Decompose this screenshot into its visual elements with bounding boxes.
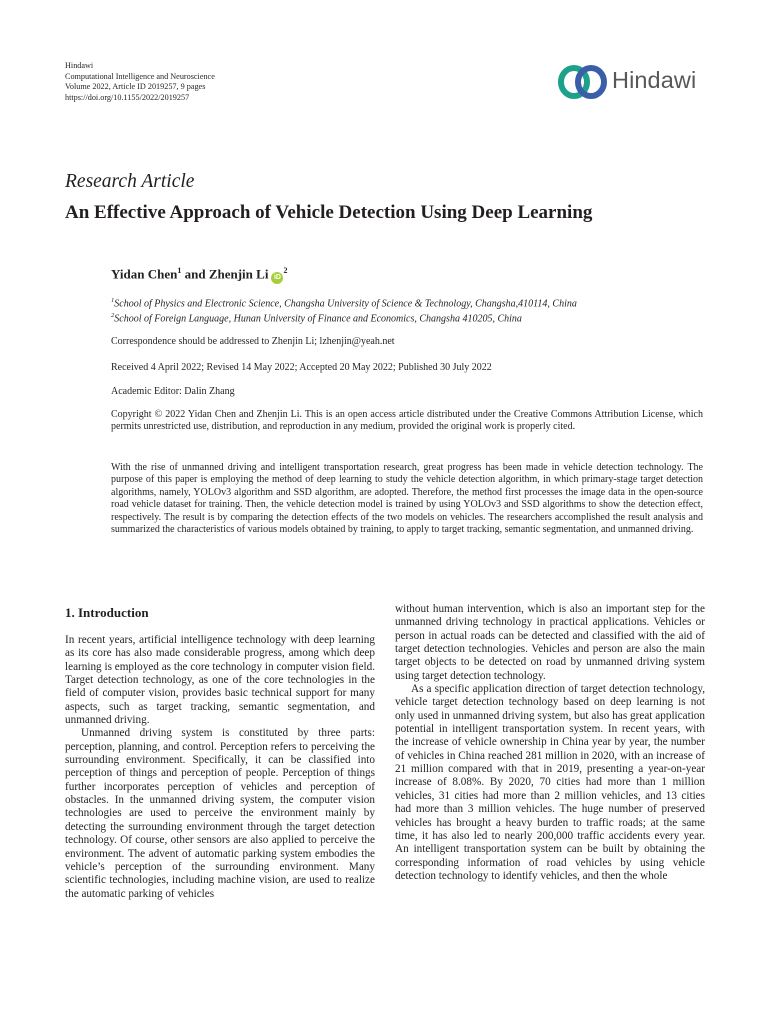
paragraph: In recent years, artificial intelligence technology with deep learning as its core has also made considerable progress, among which deep learning is employed as the core technology in computer vision field. Target detection technology, as one of the core technologies in the field of computer vision, provides basic technical support for many aspects, such as target tracking, semantic segmentation, and unmanned driving. bbox=[65, 634, 375, 727]
affiliation-2 bbox=[111, 312, 522, 324]
affiliation-number: 1 bbox=[111, 297, 115, 304]
section-heading: 1. Introduction bbox=[65, 605, 149, 620]
affiliation-marker: 2 bbox=[283, 266, 288, 275]
author-name[interactable]: Zhenjin Li bbox=[208, 266, 269, 282]
body-column-right bbox=[395, 603, 705, 883]
logo-text: Hindawi bbox=[612, 67, 697, 93]
author-separator: and bbox=[181, 266, 209, 282]
article-title: An Effective Approach of Vehicle Detection Using Deep Learning bbox=[65, 202, 593, 223]
academic-editor: Academic Editor: Dalin Zhang bbox=[111, 386, 235, 397]
doi-link[interactable]: https://doi.org/10.1155/2022/2019257 bbox=[65, 92, 190, 102]
affiliation-1 bbox=[111, 297, 577, 309]
affiliation-text: School of Foreign Language, Hunan University of Finance and Economics, Changsha 410205, China bbox=[114, 313, 522, 325]
paragraph: Unmanned driving system is constituted by three parts: perception, planning, and control. Perception refers to perceiving the surrounding environment. Specifically, it can be classified into perception of things and perception of people. Perception of things further incorporates perception of vehicles and perception of obstacles. In the unmanned driving system, the computer vision technologies are used to perceive the environment mainly by detecting the surrounding environment through the target detection technology. Of course, other sensors are also applied to perceive the environment. The advent of automatic parking system embodies the vehicle’s perception of the surrounding environment. Many scientific technologies, including machine vision, are used to realize the automatic parking of vehicles bbox=[65, 727, 375, 900]
publisher-name: Hindawi bbox=[65, 61, 94, 70]
publication-dates: Received 4 April 2022; Revised 14 May 2022; Accepted 20 May 2022; Published 30 July 2022 bbox=[111, 362, 492, 373]
orcid-icon[interactable]: iD bbox=[271, 272, 283, 284]
author-list bbox=[111, 266, 287, 284]
paragraph: As a specific application direction of target detection technology, vehicle target detection technology based on deep learning is not only used in unmanned driving system, but also has great application potential in intelligent transportation system. In recent years, with the increase of vehicle ownership in China year by year, the number of vehicles in China reached 281 million in 2020, with an increase of 21 million compared with that in 2019, presenting a year-on-year increase of 8.08%. By 2020, 70 cities had more than 1 million vehicles, 31 cities had more than 2 million vehicles, and 13 cities had more than 3 million vehicles. The huge number of preserved vehicles has brought a heavy burden to traffic roads; at the same time, it has also led to nearly 200,000 traffic accidents every year. An intelligent transportation system can be built by obtaining the corresponding information of road vehicles by using vehicle detection technology to identify vehicles, and then the whole bbox=[395, 683, 705, 882]
journal-name: Computational Intelligence and Neuroscience bbox=[65, 71, 215, 81]
correspondence: Correspondence should be addressed to Zhenjin Li; lzhenjin@yeah.net bbox=[111, 336, 395, 347]
affiliation-text: School of Physics and Electronic Science, Changsha University of Science & Technology, Changsha,410114, China bbox=[114, 298, 577, 310]
paragraph: without human intervention, which is also an important step for the unmanned driving technology in practical applications. Vehicles or person in actual roads can be detected and classified with the aid of target detection technologies. Vehicles and person are also the main target objects to be detected on road by unmanned driving system using target detection technology. bbox=[395, 603, 705, 682]
author-name[interactable]: Yidan Chen bbox=[111, 266, 178, 282]
volume-info: Volume 2022, Article ID 2019257, 9 pages bbox=[65, 82, 206, 92]
copyright-notice: Copyright © 2022 Yidan Chen and Zhenjin Li. This is an open access article distributed under the Creative Commons Attribution License, which permits unrestricted use, distribution, and reproduction in any medium, provided the original work is properly cited. bbox=[111, 409, 703, 433]
abstract: With the rise of unmanned driving and intelligent transportation research, great progress has been made in vehicle detection technology. The purpose of this paper is employing the method of deep learning to study the vehicle detection algorithm, in which primary-stage target detection algorithms, namely, YOLOv3 algorithm and SSD algorithm, are adopted. Therefore, the method first processes the image data in the open-source road vehicle dataset for training. Then, the vehicle detection model is trained by using YOLOv3 and SSD algorithms to show the detection effect, respectively. The result is by comparing the detection effects of the two models on vehicles. The researchers accomplished the result analysis and summarized the characteristics of various models obtained by training, to apply to target tracking, semantic segmentation, and unmanned driving. bbox=[111, 462, 703, 536]
affiliation-marker: 1 bbox=[177, 266, 182, 275]
affiliation-number: 2 bbox=[111, 312, 115, 319]
article-type: Research Article bbox=[65, 171, 195, 192]
hindawi-logo bbox=[557, 60, 707, 104]
hindawi-rings-icon bbox=[557, 62, 609, 102]
body-column-left bbox=[65, 634, 375, 901]
journal-meta bbox=[65, 61, 215, 103]
